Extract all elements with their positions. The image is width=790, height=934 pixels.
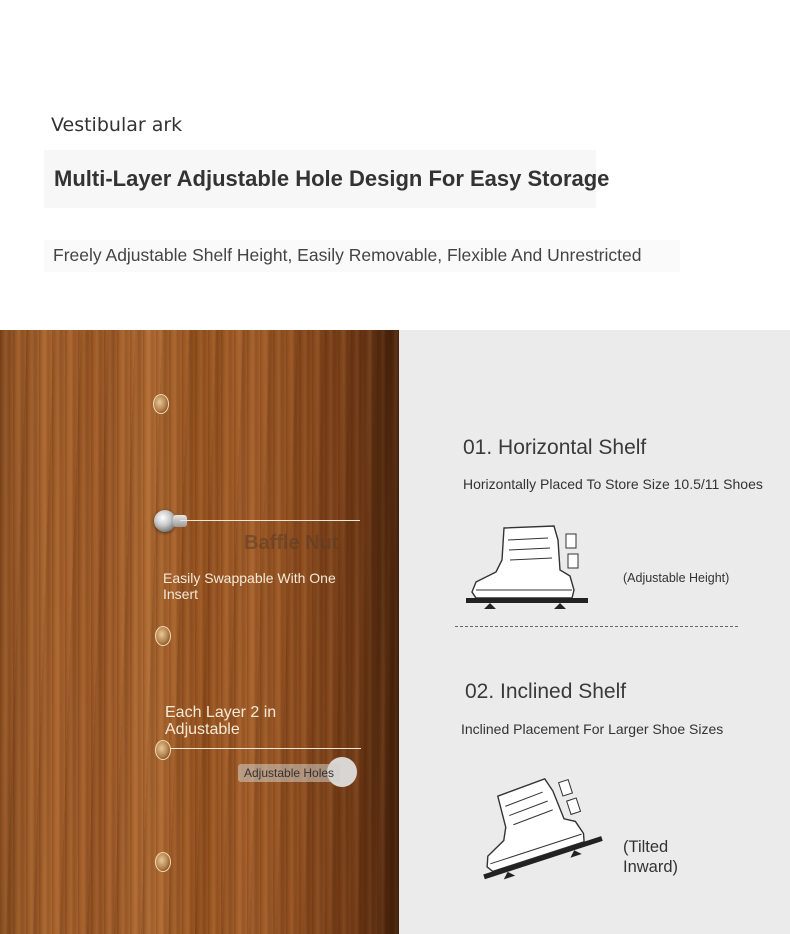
adjustment-hole (153, 394, 169, 414)
adjustment-hole (155, 852, 171, 872)
section-1-desc: Horizontally Placed To Store Size 10.5/11 Shoes (463, 476, 763, 492)
section-2-title: 02. Inclined Shelf (465, 680, 627, 703)
boot-flat-icon (462, 520, 594, 612)
section-divider (455, 626, 738, 627)
headline: Multi-Layer Adjustable Hole Design For Easy Storage (54, 166, 610, 191)
section-2-desc: Inclined Placement For Larger Shoe Sizes (461, 721, 724, 737)
category-label: Vestibular ark (51, 114, 183, 136)
adjustment-hole (155, 740, 171, 760)
adjustment-hole (155, 626, 171, 646)
section-2-note: (Tilted Inward) (623, 838, 679, 876)
layer-text: Each Layer 2 in Adjustable (165, 704, 277, 738)
peg-tip (173, 515, 187, 527)
baffle-nut-label: Baffle Nut (244, 532, 339, 554)
callout-line (180, 520, 360, 521)
adjustable-holes-label: Adjustable Holes (238, 764, 340, 782)
callout-line (170, 748, 361, 749)
wood-panel-image (0, 330, 399, 934)
section-1-title: 01. Horizontal Shelf (463, 436, 647, 459)
section-1-note: (Adjustable Height) (623, 571, 730, 585)
swap-text: Easily Swappable With One Insert (163, 570, 336, 602)
boot-tilted-icon (470, 776, 605, 898)
subline: Freely Adjustable Shelf Height, Easily Removable, Flexible And Unrestricted (53, 245, 642, 265)
